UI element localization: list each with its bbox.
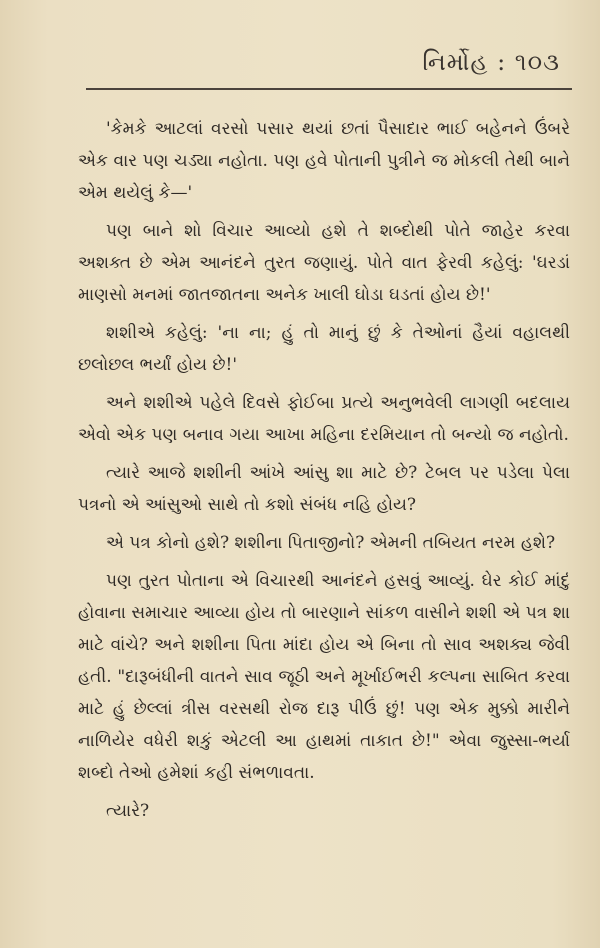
paragraph-8: ત્યારે? bbox=[106, 801, 150, 821]
paragraph-1: 'કેમકે આટલાં વરસો પસાર થયાં છતાં પૈસાદાર ભાઈ બહેનને ઉંબરે એક વાર પણ ચડ્યા નહોતા. પણ હવે પોતાની પુત્રીને જ મોકલી તેથી બાને એમ થયેલું કે—' bbox=[78, 119, 570, 203]
page-body bbox=[78, 113, 570, 833]
paragraph-4: અને શશીએ પહેલે દિવસે ફોઈબા પ્રત્યે અનુભવેલી લાગણી બદલાય એવો એક પણ બનાવ ગયા આખા મહિના દરમિયાન તો બન્યો જ નહોતો. bbox=[78, 393, 570, 445]
running-header: નિર્મોહ : ૧૦૩ bbox=[422, 48, 560, 76]
paragraph-2: પણ બાને શો વિચાર આવ્યો હશે તે શબ્દોથી પોતે જાહેર કરવા અશક્ત છે એમ આનંદને તુરત જણાયું. પોતે વાત ફેરવી કહેલું: 'ઘરડાં માણસો મનમાં જાતજાતના અનેક ખાલી ઘોડા ઘડતાં હોય છે!' bbox=[78, 221, 571, 305]
paragraph-5: ત્યારે આજે શશીની આંખે આંસુ શા માટે છે? ટેબલ પર પડેલા પેલા પત્રનો એ આંસુઓ સાથે તો કશો સંબંધ નહિ હોય? bbox=[78, 463, 570, 515]
paragraph-7: પણ તુરત પોતાના એ વિચારથી આનંદને હસવું આવ્યું. ઘેર કોઈ માંદું હોવાના સમાચાર આવ્યા હોય તો બારણાને સાંકળ વાસીને શશી એ પત્ર શા માટે વાંચે? અને શશીના પિતા માંદા હોય એ બિના તો સાવ અશક્ય જેવી હતી. "દારૂબંધીની વાતને સાવ જૂઠી અને મૂર્ખાઈભરી કલ્પના સાબિત કરવા માટે હું છેલ્લાં ત્રીસ વરસથી રોજ દારૂ પીઉં છું! પણ એક મુક્કો મારીને નાળિયેર વધેરી શકું એટલી આ હાથમાં તાકાત છે!" એવા જુસ્સા-ભર્યા શબ્દો તેઓ હમેશાં કહી સંભળાવતા. bbox=[78, 571, 570, 783]
paragraph-3: શશીએ કહેલું: 'ના ના; હું તો માનું છું કે તેઓનાં હૈયાં વહાલથી છલોછલ ભર્યાં હોય છે!' bbox=[78, 323, 570, 375]
paragraph-6: એ પત્ર કોનો હશે? શશીના પિતાજીનો? એમની તબિયત નરમ હશે? bbox=[106, 533, 556, 553]
header-rule bbox=[86, 88, 572, 90]
